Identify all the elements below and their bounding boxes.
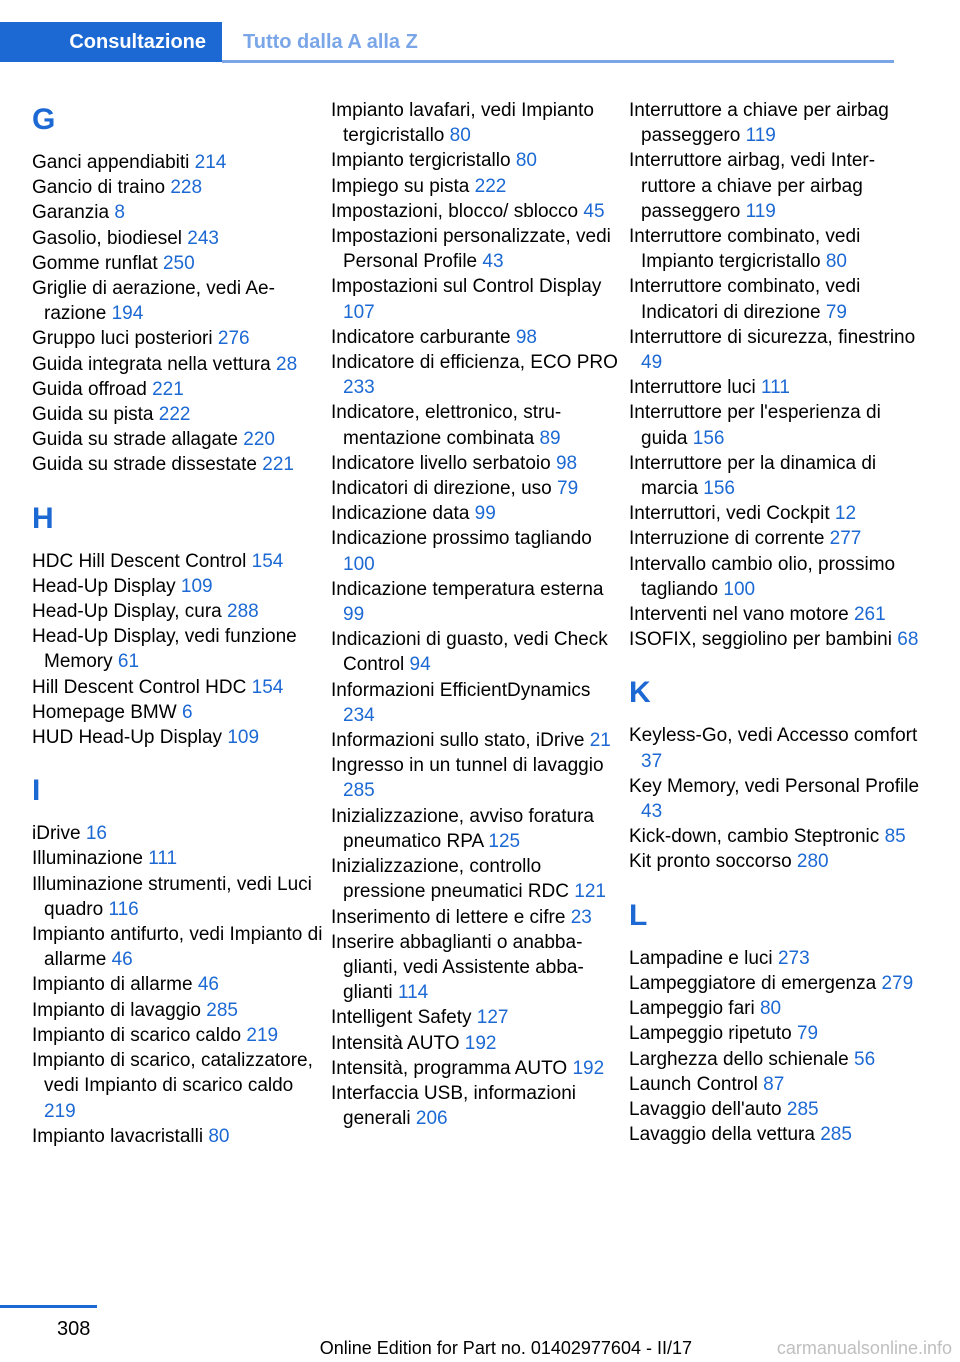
index-entry-text: Impianto di allarme <box>32 974 193 996</box>
index-entry <box>331 930 623 1006</box>
index-entry-text: Impianto di scarico, catalizzatore, vedi Impianto di scarico caldo <box>32 1050 313 1097</box>
page-reference-link[interactable]: 279 <box>881 972 914 994</box>
index-entry-text: Intervallo cambio olio, prossimo tagliando <box>629 553 896 600</box>
edition-note: Online Edition for Part no. 01402977604 - II/17 <box>319 1338 692 1358</box>
index-entry <box>32 725 324 750</box>
page-reference-link[interactable]: 192 <box>572 1057 605 1079</box>
index-entry-text: Interruttori, vedi Cockpit <box>629 503 830 525</box>
page-reference-link[interactable]: 80 <box>449 125 471 147</box>
page-reference-link[interactable]: 214 <box>194 152 227 173</box>
index-entry <box>629 325 921 375</box>
index-entry-text: Lavaggio dell'auto <box>629 1098 782 1120</box>
index-entry <box>629 774 921 824</box>
index-entry-text: Guida offroad <box>32 378 147 400</box>
index-entry-text: HDC Hill Descent Control <box>32 550 247 572</box>
index-entry-text: Interventi nel vano motore <box>629 604 849 626</box>
index-entry <box>32 377 324 402</box>
index-entry <box>629 274 921 324</box>
index-entry-text: Inserire abbaglianti o anabbaglianti, vedi Assistente abbaglianti <box>331 931 584 1004</box>
page-reference-link[interactable]: 280 <box>796 851 829 873</box>
page-reference-link[interactable]: 109 <box>227 727 260 749</box>
header-divider <box>222 60 894 63</box>
index-entry-text: Interruttore luci <box>629 377 756 399</box>
page-reference-link[interactable]: 194 <box>111 303 144 325</box>
page-reference-link[interactable]: 121 <box>574 881 606 903</box>
page-reference-link[interactable]: 79 <box>557 478 579 500</box>
tab-tutto-dalla-a-alla-z[interactable]: Tutto dalla A alla Z <box>243 30 418 53</box>
index-entry <box>331 400 623 450</box>
index-entry-text: Gasolio, biodiesel <box>32 227 182 249</box>
page-reference-link[interactable]: 87 <box>763 1073 785 1095</box>
index-entry <box>32 700 324 725</box>
index-letter-heading: K <box>629 676 651 710</box>
index-entry-text: Gruppo luci posteriori <box>32 328 213 350</box>
index-entry-text: Indicatore di efficienza, ECO PRO <box>331 352 618 374</box>
index-entry-text: Intensità AUTO <box>331 1032 460 1054</box>
index-entry <box>331 753 623 803</box>
index-entry <box>32 326 324 351</box>
index-entry-text: HUD Head-Up Display <box>32 727 223 749</box>
index-entry <box>331 1081 623 1131</box>
page-reference-link[interactable]: 127 <box>476 1007 509 1029</box>
index-entry-text: Indicatori di direzione, uso <box>331 478 552 500</box>
index-entry <box>331 728 623 753</box>
index-entry-text: iDrive <box>32 823 81 845</box>
page-reference-link[interactable]: 43 <box>482 251 504 273</box>
page-reference-link[interactable]: 285 <box>820 1124 852 1146</box>
page-reference-link[interactable]: 276 <box>217 328 250 350</box>
index-entry <box>629 552 921 602</box>
index-entry <box>331 325 623 350</box>
page-reference-link[interactable]: 222 <box>474 175 507 197</box>
index-entry-text: Lampadine e luci <box>629 947 773 969</box>
page-reference-link[interactable]: 100 <box>343 553 375 575</box>
index-entry-text: Lampeggiatore di emergenza <box>629 972 877 994</box>
page-reference-link[interactable]: 98 <box>555 452 578 474</box>
index-entry-text: Impiego su pista <box>331 175 470 197</box>
page-reference-link[interactable]: 45 <box>583 200 605 222</box>
index-entry <box>331 1031 623 1056</box>
page-reference-link[interactable]: 156 <box>692 427 725 449</box>
index-entry <box>331 199 623 224</box>
index-entry <box>32 821 324 846</box>
index-entry <box>32 675 324 700</box>
page-reference-link[interactable]: 234 <box>343 704 375 726</box>
index-entry-text: Griglie di aerazione, vedi Aerazione <box>32 278 275 325</box>
index-entry <box>629 451 921 501</box>
index-entry <box>32 872 324 922</box>
index-entry-text: Interruzione di corrente <box>629 528 825 550</box>
page-reference-link[interactable]: 49 <box>641 352 663 374</box>
index-entry-text: Inizializzazione, avviso foratura pneumatico RPA <box>331 805 594 852</box>
page-reference-link[interactable]: 99 <box>343 604 365 626</box>
index-entry-text: Informazioni EfficientDynamics <box>331 679 591 701</box>
index-entry <box>331 905 623 930</box>
index-entry <box>331 350 623 400</box>
index-entry <box>331 274 623 324</box>
index-entry <box>331 526 623 576</box>
page-reference-link[interactable]: 156 <box>703 478 735 500</box>
index-entry <box>331 501 623 526</box>
index-entry-text: Impianto di lavaggio <box>32 999 201 1021</box>
index-column-2 <box>331 98 623 1131</box>
index-entry-text: Ingresso in un tunnel di lavaggio <box>331 755 604 777</box>
page-reference-link[interactable]: 116 <box>108 898 139 920</box>
index-entry-text: Guida su strade dissestate <box>32 454 257 476</box>
index-entry-text: Gancio di traino <box>32 177 166 199</box>
page-reference-link[interactable]: 23 <box>570 906 592 928</box>
index-entry-text: Head-Up Display, vedi funzione Memory <box>32 626 297 673</box>
index-entry <box>629 996 921 1021</box>
page-reference-link[interactable]: 85 <box>884 826 906 848</box>
index-entry-text: Indicazione data <box>331 503 470 525</box>
index-entry-text: Head-Up Display <box>32 575 176 597</box>
index-letter-heading: H <box>32 501 54 535</box>
index-entry <box>629 602 921 627</box>
index-entry-text: Launch Control <box>629 1073 758 1095</box>
index-entry-text: Impianto lavacristalli <box>32 1125 204 1147</box>
page-reference-link[interactable]: 285 <box>206 999 238 1021</box>
index-entry <box>629 98 921 148</box>
index-entry <box>629 946 921 971</box>
index-entry-text: Impianto antifurto, vedi Impianto di allarme <box>32 924 323 971</box>
index-entry-text: Gomme runflat <box>32 252 158 274</box>
footer-divider <box>0 1305 97 1308</box>
page-reference-link[interactable]: 46 <box>197 974 219 996</box>
index-entry <box>629 824 921 849</box>
tab-consultazione[interactable]: Consultazione <box>0 22 222 62</box>
page-reference-link[interactable]: 285 <box>786 1098 819 1120</box>
index-entry-text: Indicazione prossimo tagliando <box>331 528 592 550</box>
page-reference-link[interactable]: 119 <box>745 125 776 147</box>
index-entry-text: Hill Descent Control HDC <box>32 676 247 698</box>
index-entry-text: Indicatore carburante <box>331 326 511 348</box>
page-reference-link[interactable]: 46 <box>111 949 133 971</box>
index-entry-text: Guida su pista <box>32 404 154 426</box>
page-reference-link[interactable]: 109 <box>180 575 213 597</box>
index-entry-text: Intensità, programma AUTO <box>331 1057 568 1079</box>
page-reference-link[interactable]: 233 <box>343 377 375 399</box>
page-reference-link[interactable]: 100 <box>723 578 756 600</box>
index-entry-text: Key Memory, vedi Personal Profile <box>629 775 920 797</box>
index-entry-text: Guida su strade allagate <box>32 429 238 451</box>
page-reference-link[interactable]: 219 <box>44 1100 76 1122</box>
page-reference-link[interactable]: 98 <box>515 326 537 348</box>
index-entry-text: Lampeggio ripetuto <box>629 1023 792 1045</box>
index-entry-text: Interruttore per la dinamica di marcia <box>629 452 877 500</box>
index-entry <box>629 627 921 652</box>
index-entry <box>629 1122 921 1147</box>
index-entry-text: Impianto di scarico caldo <box>32 1024 242 1046</box>
index-entry <box>331 476 623 501</box>
index-entry <box>629 1047 921 1072</box>
page-reference-link[interactable]: 80 <box>515 150 537 172</box>
page-reference-link[interactable]: 89 <box>539 427 561 449</box>
index-entry <box>629 526 921 551</box>
index-entry <box>32 998 324 1023</box>
index-entry <box>32 599 324 624</box>
page-reference-link[interactable]: 68 <box>897 629 919 651</box>
page-reference-link[interactable]: 154 <box>251 676 284 698</box>
index-entry-text: Illuminazione <box>32 848 143 870</box>
index-entry <box>331 451 623 476</box>
index-entry <box>629 1021 921 1046</box>
page-reference-link[interactable]: 16 <box>85 823 107 845</box>
index-entry <box>32 549 324 574</box>
index-column-1 <box>32 98 324 1149</box>
watermark: carmanualsonline.info <box>776 1338 952 1358</box>
page-reference-link[interactable]: 285 <box>343 780 375 802</box>
page-number: 308 <box>57 1318 91 1340</box>
index-entry-text: Ganci appendiabiti <box>32 152 190 173</box>
index-entry <box>32 276 324 326</box>
page-reference-link[interactable]: 250 <box>162 252 195 274</box>
index-entry-text: ISOFIX, seggiolino per bambini <box>629 629 892 651</box>
index-column-3 <box>629 98 921 1147</box>
index-entry <box>331 174 623 199</box>
page-reference-link[interactable]: 220 <box>243 429 275 451</box>
index-entry-text: Interfaccia USB, informazioni generali <box>331 1082 576 1130</box>
page-reference-link[interactable]: 94 <box>409 654 431 676</box>
index-entry-text: Impostazioni sul Control Display <box>331 276 602 298</box>
page-reference-link[interactable]: 6 <box>181 701 193 723</box>
index-entry-text: Interruttore di sicurezza, finestrino <box>629 326 916 348</box>
index-entry-text: Impostazioni, blocco/ sblocco <box>331 200 579 222</box>
page-reference-link[interactable]: 243 <box>187 227 219 249</box>
index-entry-text: Intelligent Safety <box>331 1007 472 1029</box>
index-entry <box>629 971 921 996</box>
page-reference-link[interactable]: 80 <box>208 1125 230 1147</box>
index-entry <box>331 804 623 854</box>
index-entry <box>32 150 324 175</box>
index-entry-text: Indicazione temperatura esterna <box>331 578 604 600</box>
index-entry <box>32 846 324 871</box>
page-reference-link[interactable]: 219 <box>246 1024 279 1046</box>
index-entry-text: Impostazioni personalizzate, vedi Personal Profile <box>331 226 611 273</box>
index-letter-heading: G <box>32 103 56 136</box>
index-entry <box>32 922 324 972</box>
index-entry <box>331 854 623 904</box>
page-reference-link[interactable]: 273 <box>777 947 810 969</box>
page-reference-link[interactable]: 288 <box>227 601 259 623</box>
index-entry-text: Keyless-Go, vedi Accesso comfort <box>629 725 918 747</box>
index-entry-text: Homepage BMW <box>32 701 177 723</box>
index-entry <box>331 627 623 677</box>
page-reference-link[interactable]: 12 <box>834 503 857 525</box>
index-entry <box>331 1005 623 1030</box>
page-reference-link[interactable]: 61 <box>117 651 140 673</box>
page-reference-link[interactable]: 37 <box>641 750 663 772</box>
page-reference-link[interactable]: 111 <box>148 848 178 870</box>
index-entry <box>331 148 623 173</box>
index-letter-heading: L <box>629 898 648 932</box>
page-reference-link[interactable]: 56 <box>854 1048 876 1070</box>
index-entry-text: Inizializzazione, controllo pressione pneumatici RDC <box>331 856 569 903</box>
index-entry-text: Head-Up Display, cura <box>32 601 222 623</box>
index-entry <box>32 251 324 276</box>
index-entry <box>32 574 324 599</box>
index-entry-text: Informazioni sullo stato, iDrive <box>331 730 585 752</box>
index-entry <box>32 402 324 427</box>
index-entry-text: Larghezza dello schienale <box>629 1048 849 1070</box>
page-reference-link[interactable]: 221 <box>152 378 184 400</box>
index-entry <box>629 148 921 224</box>
index-entry <box>32 226 324 251</box>
index-entry <box>629 400 921 450</box>
page-reference-link[interactable]: 79 <box>825 301 847 323</box>
index-entry <box>629 723 921 773</box>
index-entry-text: Indicatore, elettronico, strumentazione combinata <box>331 402 562 449</box>
page-reference-link[interactable]: 222 <box>158 404 191 426</box>
page-reference-link[interactable]: 99 <box>474 503 496 525</box>
index-entry-text: Interruttore combinato, vedi Impianto tergicristallo <box>629 226 861 273</box>
index-entry <box>629 501 921 526</box>
index-entry-text: Indicatore livello serbatoio <box>331 452 551 474</box>
index-entry <box>331 98 623 148</box>
page-reference-link[interactable]: 43 <box>641 801 663 823</box>
page-reference-link[interactable]: 192 <box>464 1032 497 1054</box>
index-entry <box>32 624 324 674</box>
page-reference-link[interactable]: 80 <box>759 998 782 1020</box>
index-entry <box>32 1124 324 1149</box>
page-reference-link[interactable]: 79 <box>796 1023 819 1045</box>
index-entry-text: Illuminazione strumenti, vedi Luci quadro <box>32 873 312 920</box>
index-entry <box>32 427 324 452</box>
index-letter-heading: I <box>32 774 41 808</box>
index-entry <box>32 452 324 477</box>
index-entry <box>331 577 623 627</box>
index-entry <box>629 1097 921 1122</box>
index-entry-text: Interruttore airbag, vedi Interruttore a chiave per airbag passeggero <box>629 150 876 222</box>
page-reference-link[interactable]: 80 <box>825 251 847 273</box>
index-entry-text: Garanzia <box>32 202 110 224</box>
index-entry <box>32 972 324 997</box>
page-reference-link[interactable]: 221 <box>262 454 294 476</box>
page-header <box>0 0 960 64</box>
page-reference-link[interactable]: 261 <box>853 604 886 626</box>
page-reference-link[interactable]: 206 <box>415 1108 448 1130</box>
index-entry <box>331 224 623 274</box>
index-entry-text: Impianto lavafari, vedi Impianto tergicristallo <box>331 100 594 147</box>
page-reference-link[interactable]: 228 <box>170 177 203 199</box>
page-reference-link[interactable]: 8 <box>114 202 125 224</box>
index-entry <box>331 678 623 728</box>
page-reference-link[interactable]: 154 <box>251 550 284 572</box>
page-reference-link[interactable]: 119 <box>745 200 776 222</box>
index-entry-text: Indicazioni di guasto, vedi Check Control <box>331 629 608 676</box>
index-entry-text: Interruttore per l'esperienza di guida <box>629 402 881 449</box>
index-entry-text: Interruttore combinato, vedi Indicatori di direzione <box>629 276 861 323</box>
index-entry <box>32 200 324 225</box>
page-reference-link[interactable]: 21 <box>589 730 611 752</box>
index-entry-text: Guida integrata nella vettura <box>32 353 271 375</box>
index-entry <box>629 1072 921 1097</box>
page-reference-link[interactable]: 107 <box>343 301 375 323</box>
index-entry <box>32 1023 324 1048</box>
index-entry <box>331 1056 623 1081</box>
page-reference-link[interactable]: 28 <box>276 353 298 375</box>
index-entry-text: Inserimento di lettere e cifre <box>331 906 566 928</box>
page-reference-link[interactable]: 125 <box>488 830 521 852</box>
index-entry <box>629 375 921 400</box>
index-entry-text: Kit pronto soccorso <box>629 851 792 873</box>
index-entry <box>32 175 324 200</box>
page-reference-link[interactable]: 111 <box>761 377 790 399</box>
index-entry-text: Kick-down, cambio Steptronic <box>629 826 880 848</box>
index-entry-text: Lavaggio della vettura <box>629 1124 815 1146</box>
page-reference-link[interactable]: 114 <box>397 982 429 1004</box>
index-entry-text: Interruttore a chiave per airbag passeggero <box>629 100 889 147</box>
index-entry-text: Impianto tergicristallo <box>331 150 511 172</box>
index-entry <box>32 1048 324 1124</box>
index-entry <box>32 352 324 377</box>
page-reference-link[interactable]: 277 <box>829 528 862 550</box>
index-entry-text: Lampeggio fari <box>629 998 755 1020</box>
index-entry <box>629 849 921 874</box>
index-entry <box>629 224 921 274</box>
